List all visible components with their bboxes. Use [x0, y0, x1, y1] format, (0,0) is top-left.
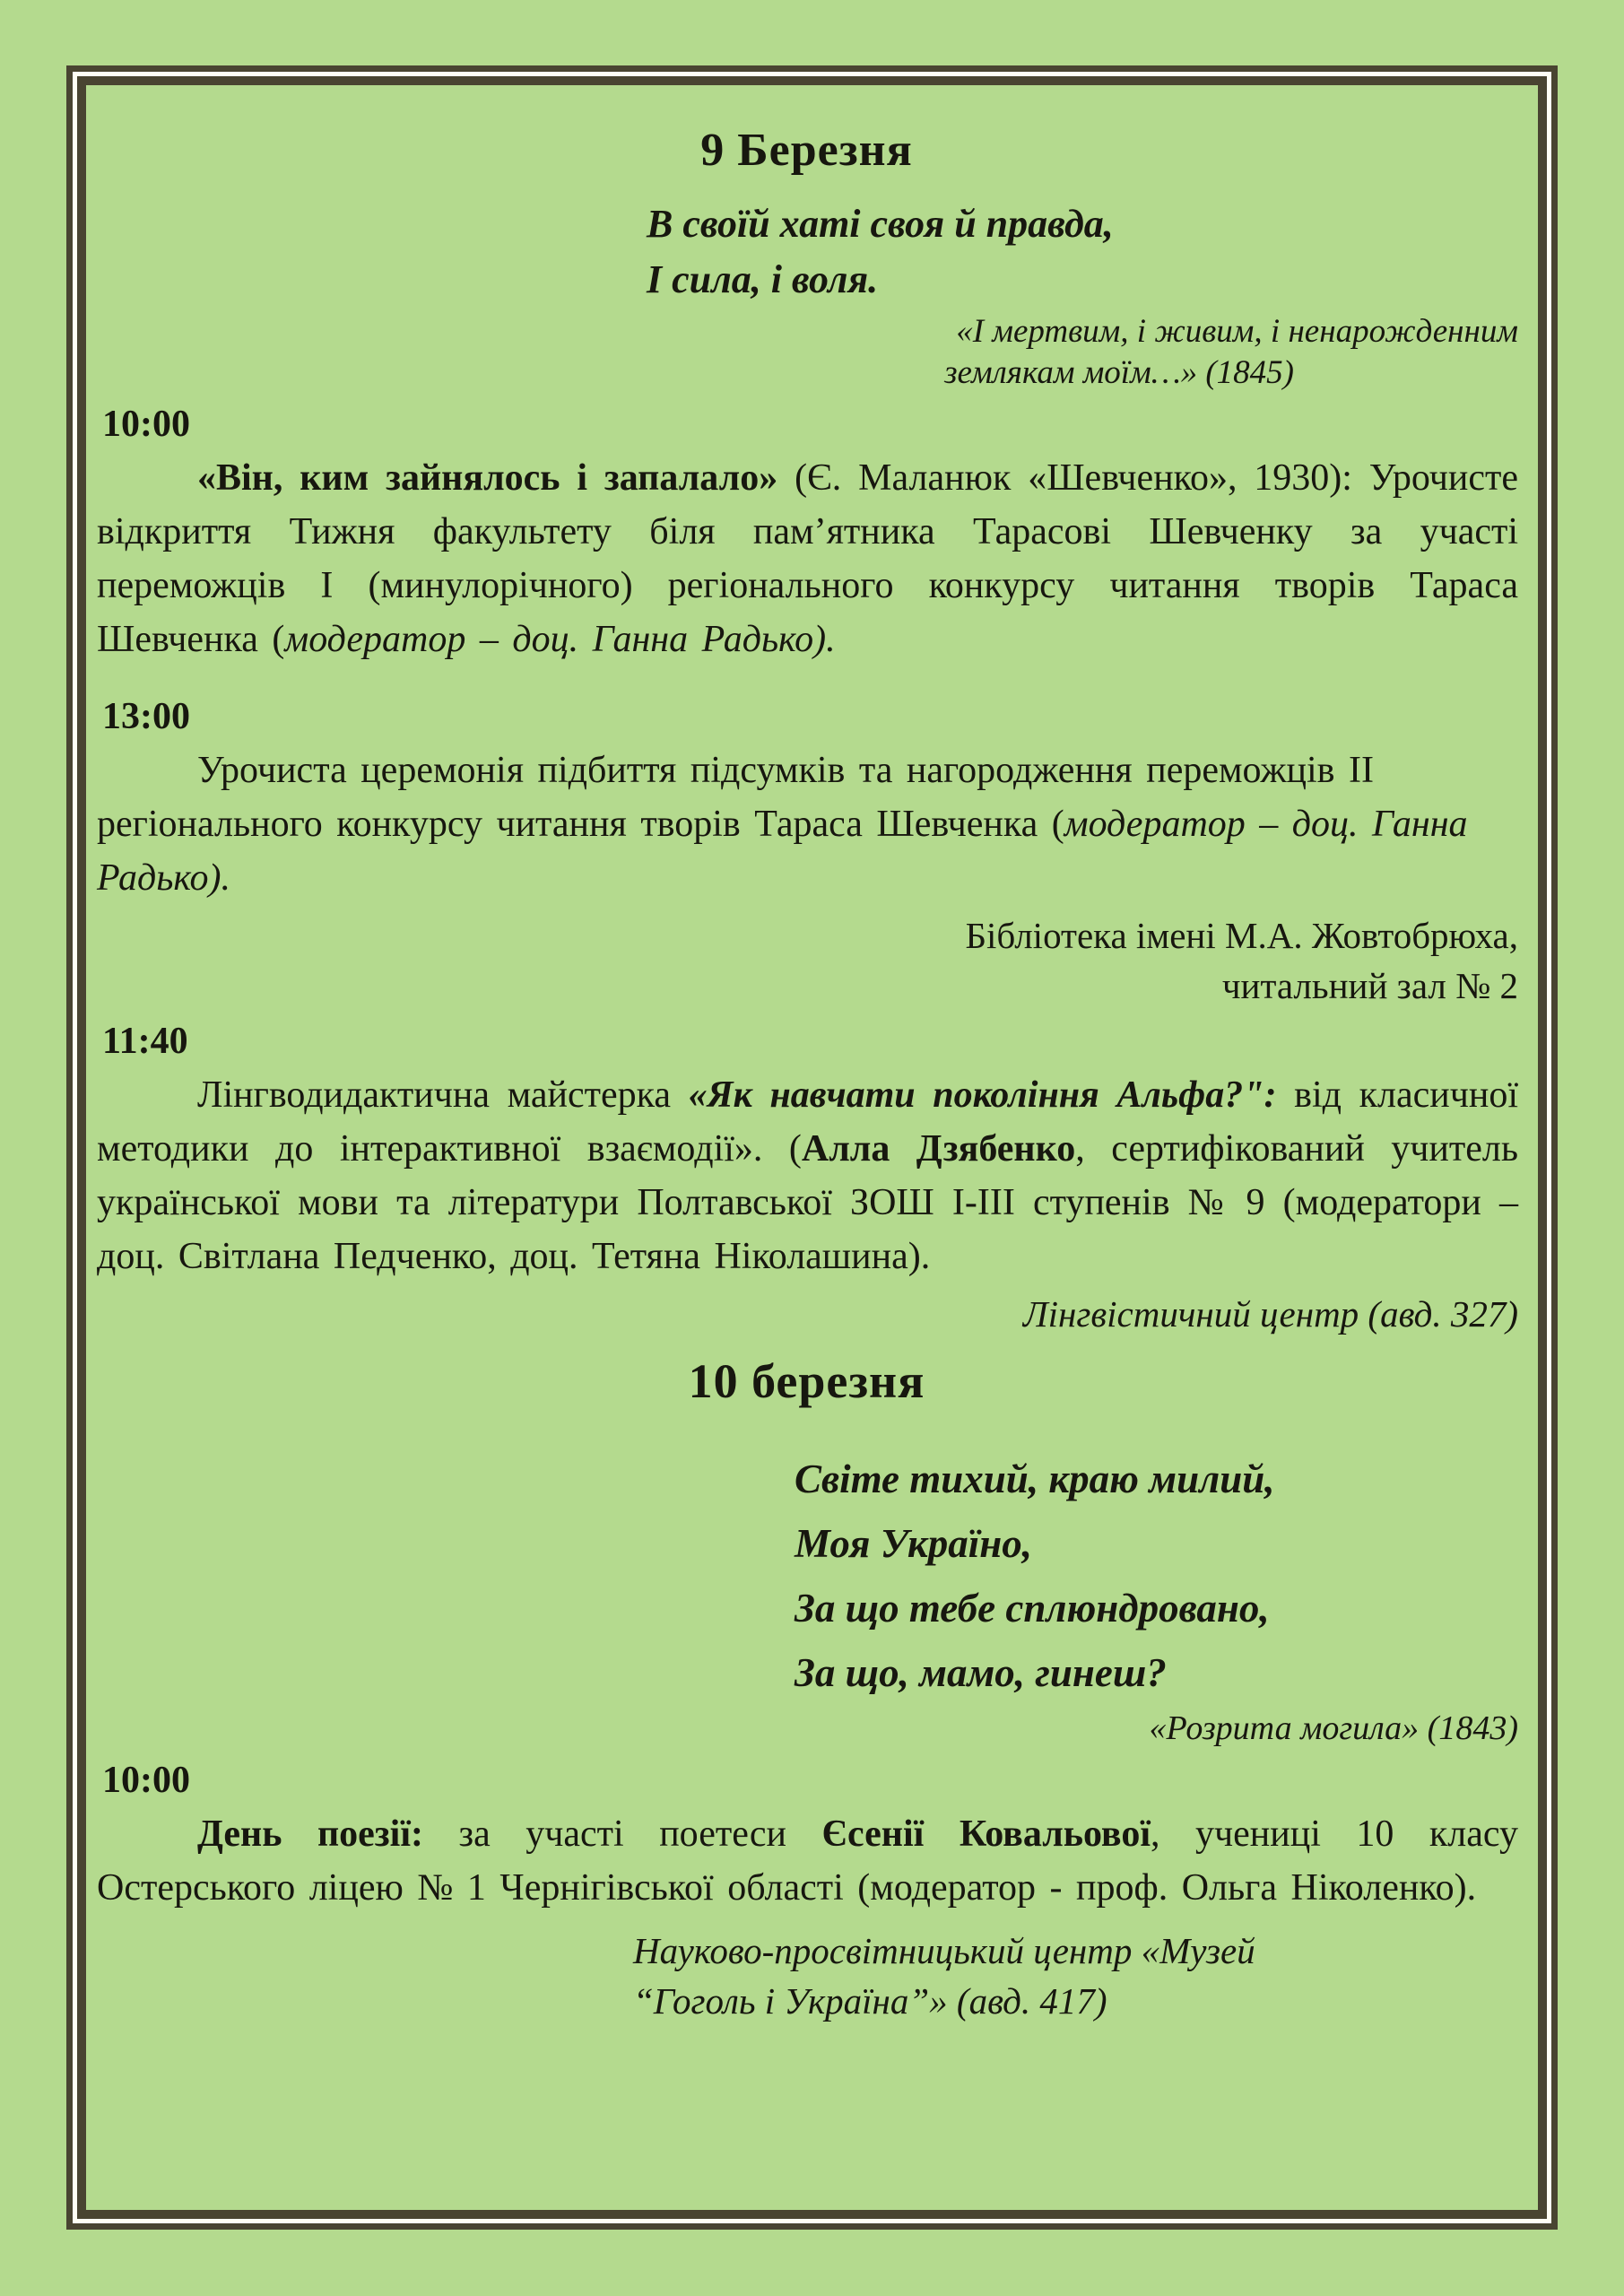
event-venue: [633, 1926, 1518, 2026]
epigraph-source-line: землякам моїм…» (1845): [944, 354, 1294, 391]
decorative-frame-inner: [77, 76, 1547, 2219]
event-text-segment: модератор – доц. Ганна Радько).: [284, 619, 836, 660]
event-description: [97, 1807, 1518, 1915]
event-text-segment: Алла Дзябенко: [801, 1128, 1076, 1170]
epigraph-line: За що, мамо, гинеш?: [795, 1650, 1167, 1695]
event-text-segment: «Як навчати покоління Альфа?":: [688, 1074, 1277, 1116]
event-time: 13:00: [102, 696, 190, 737]
epigraph-line: За що тебе сплюндровано,: [795, 1586, 1270, 1631]
event-venue: [95, 1289, 1518, 1339]
venue-line: Науково-просвітницький центр «Музей: [633, 1930, 1255, 1971]
day-title-march-10: 10 березня: [688, 1354, 925, 1408]
event-description: [97, 1068, 1518, 1283]
decorative-frame-middle: [73, 72, 1551, 2223]
epigraph-source-march-9: [95, 311, 1518, 394]
epigraph-line: В своїй хаті своя й правда,: [647, 202, 1114, 246]
epigraph-poem-march-9: [647, 196, 1518, 308]
epigraph-source-line: «Розрита могила» (1843): [1149, 1709, 1518, 1747]
event-text-segment: від класичної методики до інтерактивної взаємодії». (: [97, 1074, 1518, 1170]
event-text-segment: за участі поетеси: [423, 1813, 822, 1855]
venue-line: Бібліотека імені М.А. Жовтобрюха,: [965, 915, 1518, 956]
event-text-segment: , учениці 10 класу Остерського ліцею № 1 Чернігівської області (модератор - проф. Ольга Ніколенко).: [97, 1813, 1518, 1909]
event-text-segment: Урочиста церемонія підбиття підсумків та нагородження переможців ІІ регіонального конкурсу читання творів Тараса Шевченка (: [97, 750, 1374, 845]
epigraph-poem-march-10: [795, 1447, 1518, 1705]
event-text-segment: Єсенії Ковальової: [821, 1813, 1151, 1855]
epigraph-line: Світе тихий, краю милий,: [795, 1457, 1275, 1501]
event-text-segment: (Є. Маланюк «Шевченко», 1930): Урочисте відкриття Тижня факультету біля пам’ятника Тарасові Шевченку за участі переможців І (минулорічного) регіонального конкурсу читання творів Тараса Шевченка (: [97, 457, 1518, 660]
epigraph-source-march-10: [95, 1707, 1518, 1750]
event-text-segment: модератор – доц. Ганна Радько).: [97, 804, 1468, 899]
page-content: [86, 121, 1538, 2219]
epigraph-line: І сила, і воля.: [647, 257, 879, 301]
event-text-segment: «Він, ким зайнялось і запалало»: [197, 457, 778, 499]
event-time: 10:00: [102, 404, 190, 445]
event-text-segment: , сертифікований учитель української мови та літератури Полтавської ЗОШ І-ІІІ ступенів № 9 (модератори – доц. Світлана Педченко, доц. Тетяна Ніколашина).: [97, 1128, 1518, 1277]
event-description: [97, 451, 1518, 666]
venue-line: Лінгвістичний центр (авд. 327): [1022, 1293, 1518, 1335]
decorative-frame-outer: [66, 65, 1558, 2230]
event-description: [97, 744, 1518, 905]
event-time: 10:00: [102, 1760, 190, 1801]
day-title-march-9: 9 Березня: [700, 125, 913, 176]
venue-line: “Гоголь і Україна”» (авд. 417): [633, 1980, 1107, 2022]
event-text-segment: День поезії:: [197, 1813, 424, 1855]
epigraph-line: Моя Україно,: [795, 1521, 1032, 1566]
event-time: 11:40: [102, 1021, 188, 1062]
event-text-segment: Лінгводидактична майстерка: [197, 1074, 689, 1116]
venue-line: читальний зал № 2: [1221, 965, 1518, 1006]
event-venue: [95, 910, 1518, 1011]
epigraph-source-line: «І мертвим, і живим, і ненарожденним: [956, 313, 1518, 350]
